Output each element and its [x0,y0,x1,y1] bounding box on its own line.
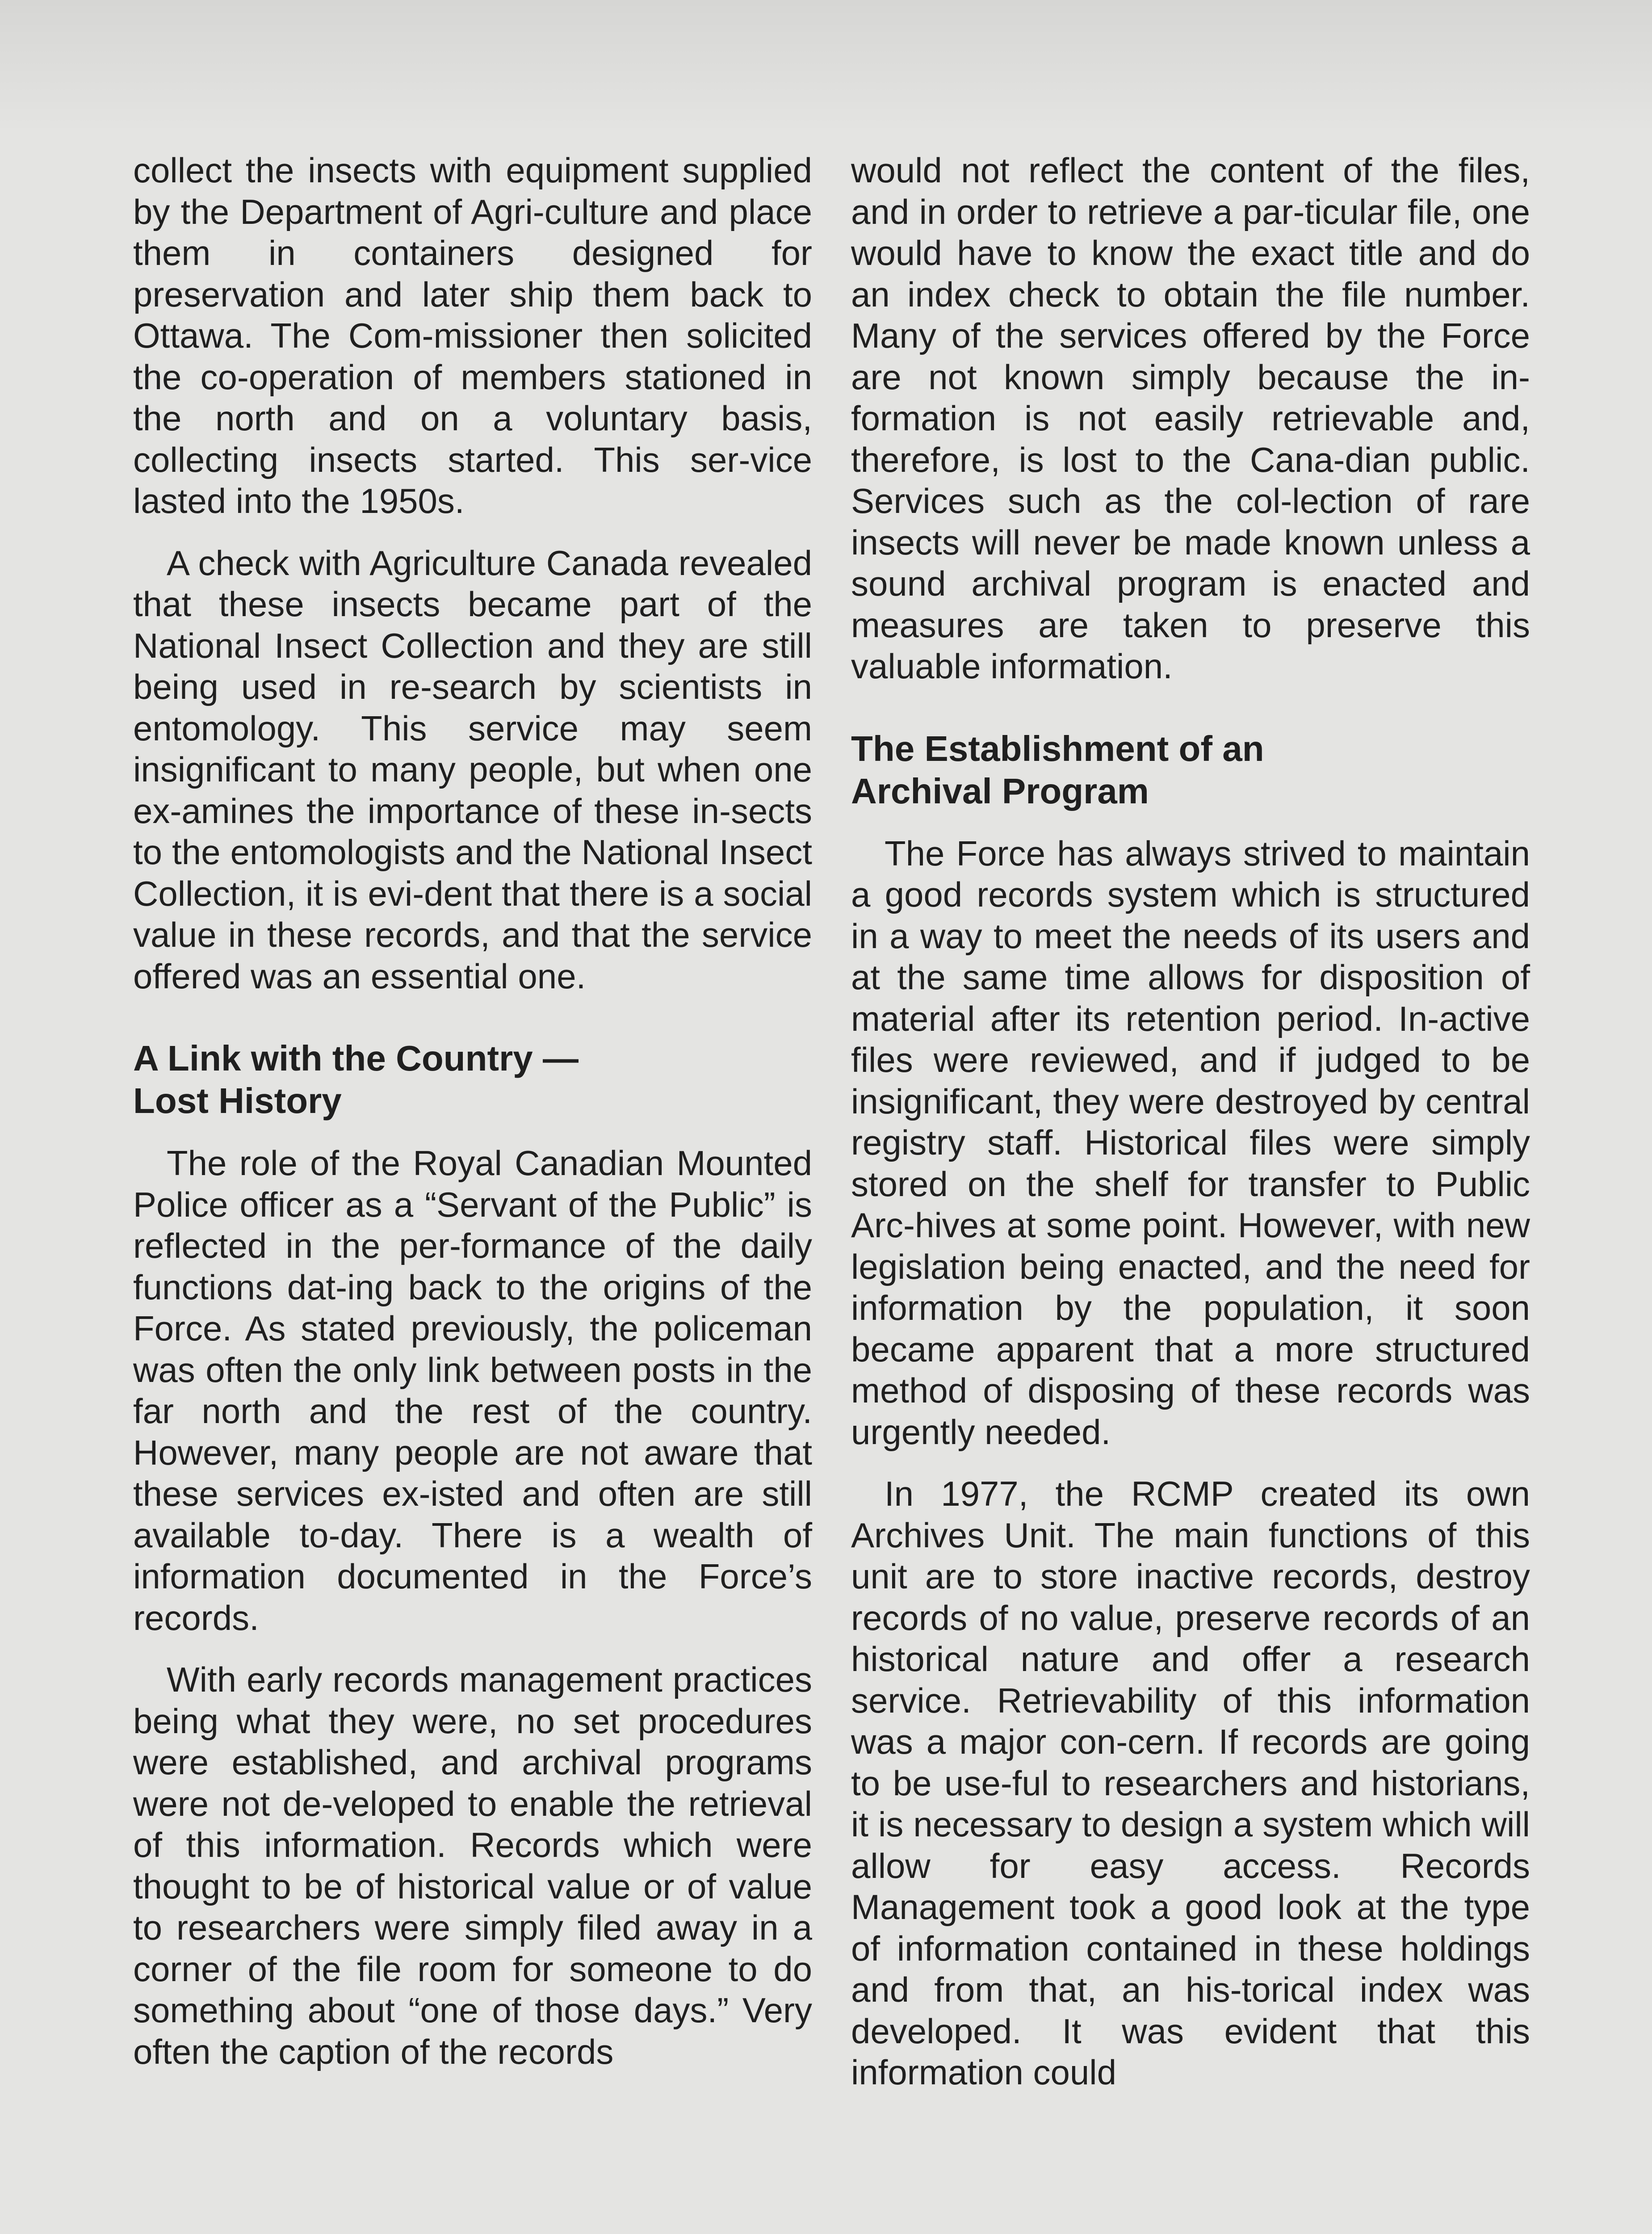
section-heading [133,1037,812,1122]
paragraph: The Force has always strived to maintain a good records system which is structured in a way to meet the needs of its users and at the same time allows for disposition of material after its retention period. In-active files were reviewed, and if judged to be insignificant, they were destroyed by central registry staff. Historical files were simply stored on the shelf for transfer to Public Arc-hives at some point. However, with new legislation being enacted, and the need for information by the population, it soon became apparent that a more structured method of disposing of these records was urgently needed. [851,833,1530,1452]
heading-line: A Link with the Country — [133,1038,579,1078]
paragraph: A check with Agriculture Canada revealed that these insects became part of the National Insect Collection and they are still being used in re-search by scientists in entomology. This service may seem insignificant to many people, but when one ex-amines the importance of these in-sects to the entomologists and the National Insect Collection, it is evi-dent that there is a social value in these records, and that the service offered was an essential one. [133,543,812,996]
heading-line: Lost History [133,1081,342,1121]
paragraph: The role of the Royal Canadian Mounted Police officer as a “Servant of the Public” is reflected in the per-formance of the daily functions dat-ing back to the origins of the Force. As stated previously, the policeman was often the only link between posts in the far north and the rest of the country. However, many people are not aware that these services ex-isted and often are still available to-day. There is a wealth of information documented in the Force’s records. [133,1143,812,1638]
paragraph: would not reflect the content of the files, and in order to retrieve a par-ticular file, one would have to know the exact title and do an index check to obtain the file number. Many of the services offered by the Force are not known simply because the in-formation is not easily retrievable and, therefore, is lost to the Cana-dian public. Services such as the col-lection of rare insects will never be made known unless a sound archival program is enacted and measures are taken to preserve this valuable information. [851,151,1530,686]
page-edge [0,0,1652,134]
paragraph: With early records management practices being what they were, no set procedures were established, and archival programs were not de-veloped to enable the retrieval of this information. Records which were thought to be of historical value or of value to researchers were simply filed away in a corner of the file room for someone to do something about “one of those days.” Very often the caption of the records [133,1660,812,2071]
left-column [133,150,812,2093]
heading-line: The Establishment of an [851,728,1264,768]
right-column [851,150,1530,2114]
paragraph: collect the insects with equipment supplied by the Department of Agri-culture and place them in containers designed for preservation and later ship them back to Ottawa. The Com-missioner then solicited the co-operation of members stationed in the north and on a voluntary basis, collecting insects started. This ser-vice lasted into the 1950s. [133,151,812,521]
section-heading [851,727,1530,812]
heading-line: Archival Program [851,771,1149,811]
paragraph: In 1977, the RCMP created its own Archives Unit. The main functions of this unit are to store inactive records, destroy records of no value, preserve records of an historical nature and offer a research service. Retrievability of this information was a major con-cern. If records are going to be use-ful to researchers and historians, it is necessary to design a system which will allow for easy access. Records Management took a good look at the type of information contained in these holdings and from that, an his-torical index was developed. It was evident that this information could [851,1474,1530,2092]
